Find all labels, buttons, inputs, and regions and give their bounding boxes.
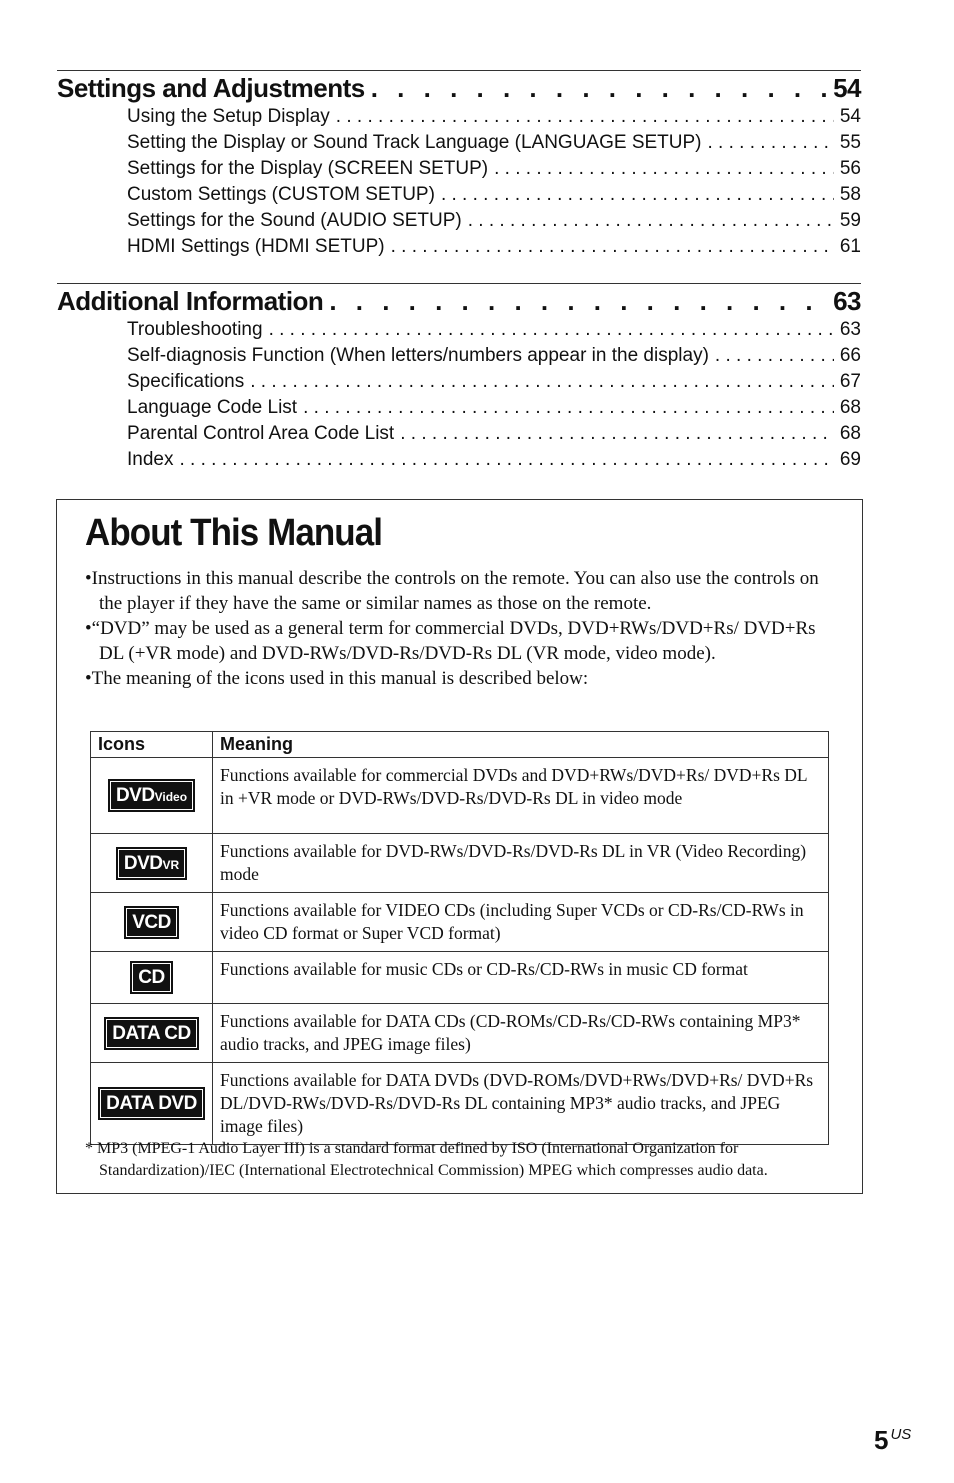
toc-entry[interactable] bbox=[127, 317, 861, 343]
leader-dots bbox=[179, 447, 833, 473]
toc-entries bbox=[57, 317, 861, 473]
manual-title: About This Manual bbox=[85, 512, 383, 554]
toc-entry-page: 55 bbox=[839, 132, 861, 153]
leader-dots bbox=[329, 286, 827, 317]
meaning-cell: Functions available for VIDEO CDs (including Super VCDs or CD-Rs/CD-RWs in video CD format or Super VCD format) bbox=[213, 893, 829, 952]
leader-dots bbox=[715, 343, 834, 369]
toc-heading-label: Additional Information bbox=[57, 286, 324, 316]
toc-entry[interactable] bbox=[127, 395, 861, 421]
table-row bbox=[91, 893, 829, 952]
toc-entry-label: Using the Setup Display bbox=[127, 106, 330, 127]
cd-icon: CD bbox=[133, 964, 169, 991]
toc-entry-page: 68 bbox=[839, 423, 861, 444]
toc-entry[interactable] bbox=[127, 369, 861, 395]
section-rule bbox=[57, 283, 861, 284]
leader-dots bbox=[441, 182, 834, 208]
meaning-cell: Functions available for DATA CDs (CD-ROMs/CD-Rs/CD-RWs containing MP3* audio tracks, and JPEG image files) bbox=[213, 1004, 829, 1063]
toc-entry[interactable] bbox=[127, 234, 861, 260]
toc-entry-label: Custom Settings (CUSTOM SETUP) bbox=[127, 184, 435, 205]
leader-dots bbox=[468, 208, 834, 234]
leader-dots bbox=[371, 73, 827, 104]
toc-entry-page: 56 bbox=[839, 158, 861, 179]
leader-dots bbox=[336, 104, 834, 130]
about-manual-box bbox=[56, 499, 863, 1194]
toc-entry[interactable] bbox=[127, 343, 861, 369]
meaning-cell: Functions available for commercial DVDs and DVD+RWs/DVD+Rs/ DVD+Rs DL in +VR mode or DVD-RWs/DVD-Rs/DVD-Rs DL in video mode bbox=[213, 758, 829, 834]
toc-entry-label: HDMI Settings (HDMI SETUP) bbox=[127, 236, 385, 257]
leader-dots bbox=[250, 369, 834, 395]
data-cd-icon: DATA CD bbox=[107, 1020, 195, 1047]
toc-entry[interactable] bbox=[127, 447, 861, 473]
table-row bbox=[91, 952, 829, 1004]
bullet-item: • The meaning of the icons used in this manual is described below: bbox=[85, 666, 835, 691]
toc-entry-label: Troubleshooting bbox=[127, 319, 263, 340]
leader-dots bbox=[400, 421, 834, 447]
toc-entry-label: Index bbox=[127, 449, 174, 470]
toc-entry-label: Settings for the Sound (AUDIO SETUP) bbox=[127, 210, 462, 231]
toc-section-settings bbox=[57, 70, 861, 260]
toc-entry-page: 61 bbox=[839, 236, 861, 257]
page-suffix: US bbox=[890, 1426, 912, 1443]
section-rule bbox=[57, 70, 861, 71]
toc-entry-label: Setting the Display or Sound Track Language (LANGUAGE SETUP) bbox=[127, 132, 702, 153]
toc-heading-page: 63 bbox=[833, 286, 861, 316]
icon-cell bbox=[91, 758, 213, 834]
meaning-cell: Functions available for DVD-RWs/DVD-Rs/DVD-Rs DL in VR (Video Recording) mode bbox=[213, 834, 829, 893]
manual-bullets bbox=[85, 566, 835, 691]
table-header-row bbox=[91, 732, 829, 758]
toc-entry-page: 54 bbox=[839, 106, 861, 127]
toc-heading-label: Settings and Adjustments bbox=[57, 73, 365, 103]
toc-entry[interactable] bbox=[127, 208, 861, 234]
toc-entry-label: Settings for the Display (SCREEN SETUP) bbox=[127, 158, 489, 179]
bullet-item: • “DVD” may be used as a general term for commercial DVDs, DVD+RWs/DVD+Rs/ DVD+Rs DL (+VR mode) and DVD-RWs/DVD-Rs/DVD-Rs DL (VR mode, video mode). bbox=[85, 616, 835, 666]
toc-entry-page: 58 bbox=[839, 184, 861, 205]
toc-entry-page: 67 bbox=[839, 371, 861, 392]
toc-entries bbox=[57, 104, 861, 260]
icon-cell bbox=[91, 1004, 213, 1063]
bullet-item: • Instructions in this manual describe the controls on the remote. You can also use the controls on the player if they have the same or similar names as those on the remote. bbox=[85, 566, 835, 616]
leader-dots bbox=[303, 395, 834, 421]
toc-entry-page: 68 bbox=[839, 397, 861, 418]
toc-entry-label: Language Code List bbox=[127, 397, 298, 418]
header-icons: Icons bbox=[91, 732, 213, 758]
leader-dots bbox=[269, 317, 834, 343]
icon-cell bbox=[91, 893, 213, 952]
dvd-vr-icon: DVDVR bbox=[119, 850, 184, 877]
toc-entry[interactable] bbox=[127, 130, 861, 156]
vcd-icon: VCD bbox=[127, 909, 176, 936]
icon-cell bbox=[91, 834, 213, 893]
table-row bbox=[91, 1004, 829, 1063]
toc-entry[interactable] bbox=[127, 182, 861, 208]
toc-heading[interactable] bbox=[57, 286, 861, 317]
leader-dots bbox=[494, 156, 834, 182]
toc-section-additional bbox=[57, 283, 861, 473]
toc-entry[interactable] bbox=[127, 421, 861, 447]
toc-entry[interactable] bbox=[127, 104, 861, 130]
toc-entry-label: Self-diagnosis Function (When letters/numbers appear in the display) bbox=[127, 345, 709, 366]
header-meaning: Meaning bbox=[213, 732, 829, 758]
toc-entry-label: Parental Control Area Code List bbox=[127, 423, 395, 444]
toc-entry-page: 59 bbox=[839, 210, 861, 231]
icon-cell bbox=[91, 952, 213, 1004]
toc-entry-page: 66 bbox=[839, 345, 861, 366]
toc-entry-page: 63 bbox=[839, 319, 861, 340]
mp3-footnote: * MP3 (MPEG-1 Audio Layer III) is a standard format defined by ISO (International Organization for Standardization)/IEC (International Electrotechnical Commission) MPEG which compresses audio data. bbox=[85, 1140, 768, 1179]
page-number: 5 $^{US}$ bbox=[874, 1425, 912, 1455]
table-row bbox=[91, 1063, 829, 1145]
data-dvd-icon: DATA DVD bbox=[101, 1090, 202, 1117]
icon-meaning-table bbox=[90, 731, 829, 1145]
dvd-video-icon: DVDVideo bbox=[111, 782, 192, 809]
table-row bbox=[91, 834, 829, 893]
toc-entry-page: 69 bbox=[839, 449, 861, 470]
toc-heading[interactable] bbox=[57, 73, 861, 104]
toc-entry-label: Specifications bbox=[127, 371, 245, 392]
leader-dots bbox=[391, 234, 834, 260]
toc-heading-page: 54 bbox=[833, 73, 861, 103]
meaning-cell: Functions available for DATA DVDs (DVD-ROMs/DVD+RWs/DVD+Rs/ DVD+Rs DL/DVD-RWs/DVD-Rs/DVD-Rs DL containing MP3* audio tracks, and JPEG image files) bbox=[213, 1063, 829, 1145]
table-row bbox=[91, 758, 829, 834]
icon-cell bbox=[91, 1063, 213, 1145]
leader-dots bbox=[708, 130, 834, 156]
toc-entry[interactable] bbox=[127, 156, 861, 182]
meaning-cell: Functions available for music CDs or CD-Rs/CD-RWs in music CD format bbox=[213, 952, 829, 1004]
